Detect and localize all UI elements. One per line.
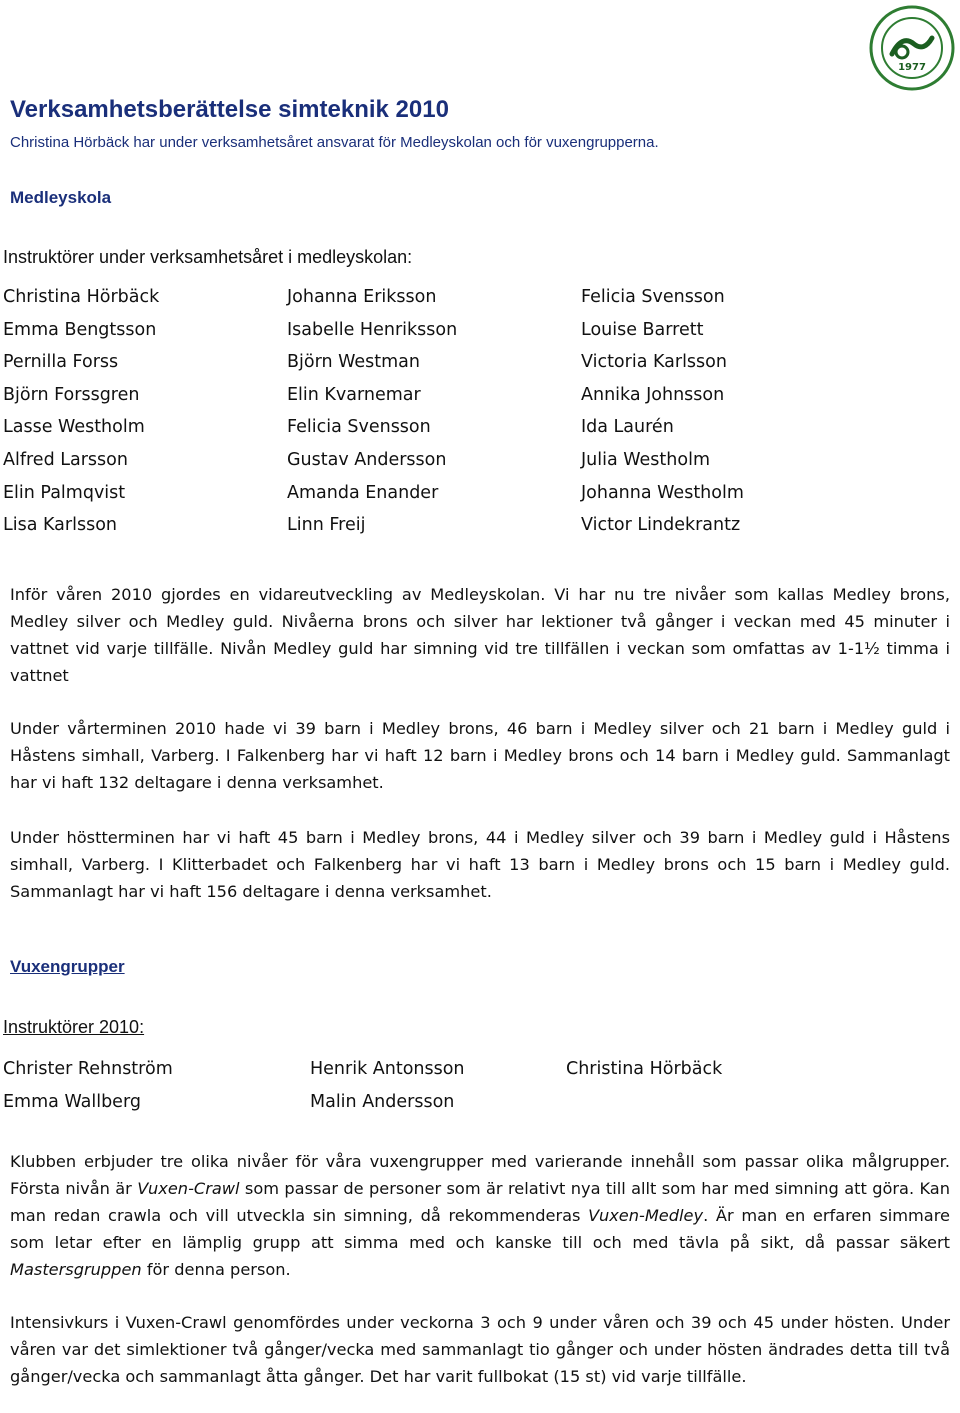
instructor-name: Lasse Westholm: [3, 417, 145, 438]
vuxen-p1-text: som passar de personer som är relativt nya till allt som har med simning att göra. Kan man redan crawla och vill utveckla sin simning, då rekommenderas: [10, 1179, 950, 1225]
vuxen-medley-term: Vuxen-Medley: [588, 1206, 704, 1225]
instructor-name: Pernilla Forss: [3, 352, 119, 373]
page-title: Verksamhetsberättelse simteknik 2010: [10, 96, 449, 123]
instructor-name: Elin Kvarnemar: [287, 384, 421, 405]
instructor-name: Johanna Eriksson: [287, 287, 437, 307]
instructor-name: Gustav Andersson: [287, 449, 447, 470]
instructor-name: Christer Rehnström: [3, 1059, 173, 1079]
logo-year: 1977: [898, 62, 926, 73]
instructor-name: Julia Westholm: [581, 449, 710, 470]
medley-instructors-heading: Instruktörer under verksamhetsåret i medleyskolan:: [3, 247, 413, 267]
instructor-name: Victoria Karlsson: [581, 352, 727, 373]
instructor-name: Annika Johnsson: [581, 384, 725, 405]
medley-col-1: [3, 281, 159, 542]
instructor-name: Emma Wallberg: [3, 1091, 141, 1112]
instructor-name: Emma Bengtsson: [3, 319, 157, 340]
vuxen-col-1: [3, 1053, 173, 1118]
instructor-name: Victor Lindekrantz: [581, 515, 741, 536]
instructor-name: Christina Hörbäck: [566, 1059, 723, 1079]
vuxen-col-2: [310, 1053, 465, 1118]
medley-heading: Medleyskola: [10, 188, 112, 207]
medley-col-2: [287, 281, 457, 542]
medley-paragraph-2: Under vårterminen 2010 hade vi 39 barn i Medley brons, 46 barn i Medley silver och 21 barn i Medley guld i Håstens simhall, Varberg. I Falkenberg har vi haft 12 barn i Medley brons och 14 barn i Medley guld. Sammanlagt har vi haft 132 deltagare i denna verksamhet.: [10, 719, 950, 792]
masters-group-term: Mastersgruppen: [10, 1260, 142, 1279]
instructor-name: Amanda Enander: [287, 482, 439, 503]
instructor-name: Lisa Karlsson: [3, 515, 117, 536]
club-logo: [868, 4, 956, 92]
medley-paragraph-3: Under höstterminen har vi haft 45 barn i Medley brons, 44 i Medley silver och 39 barn i Medley guld i Håstens simhall, Varberg. I Klitterbadet och Falkenberg har vi haft 13 barn i Medley brons och 15 barn i Medley guld. Sammanlagt har vi haft 156 deltagare i denna verksamhet.: [10, 828, 950, 901]
instructor-name: Isabelle Henriksson: [287, 319, 458, 340]
instructor-name: Malin Andersson: [310, 1091, 455, 1112]
instructor-name: Elin Palmqvist: [3, 482, 126, 503]
vuxen-paragraph-1: [10, 1148, 950, 1283]
instructor-name: Henrik Antonsson: [310, 1059, 465, 1079]
medley-paragraph-1: Inför våren 2010 gjordes en vidareutveckling av Medleyskolan. Vi har nu tre nivåer som kallas Medley brons, Medley silver och Medley guld. Nivåerna brons och silver har lektioner två gånger i veckan med 45 minuter i vattnet vid varje tillfälle. Nivån Medley guld har simning vid tre tillfällen i veckan som omfattas av 1-1½ timma i vattnet: [10, 585, 950, 685]
instructor-name: Ida Laurén: [581, 417, 674, 438]
instructor-name: Felicia Svensson: [287, 417, 431, 438]
vuxen-p1-text: . Är man en erfaren simmare som letar efter en lämplig grupp att simma med och kanske till och med tävla på sikt, då passar säkert: [10, 1206, 950, 1252]
vuxen-crawl-term: Vuxen-Crawl: [137, 1179, 240, 1198]
instructor-name: Linn Freij: [287, 515, 366, 536]
instructor-name: Felicia Svensson: [581, 287, 725, 307]
vuxen-p1-text: för denna person.: [141, 1260, 291, 1279]
vuxen-p1-text: Klubben erbjuder tre olika nivåer för våra vuxengrupper med varierande innehåll som passar olika målgrupper. Första nivån är: [10, 1152, 950, 1198]
page-subtitle: Christina Hörbäck har under verksamhetsåret ansvarat för Medleyskolan och för vuxengrupperna.: [10, 134, 659, 151]
instructor-name: Christina Hörbäck: [3, 287, 160, 307]
club-seal-icon: [868, 4, 956, 92]
vuxen-heading: Vuxengrupper: [10, 957, 125, 976]
medley-col-3: [581, 281, 744, 542]
instructor-name: Björn Forssgren: [3, 384, 140, 405]
instructor-name: Johanna Westholm: [581, 482, 744, 503]
vuxen-instructors-heading: Instruktörer 2010:: [3, 1017, 145, 1037]
vuxen-col-3: [566, 1053, 722, 1086]
vuxen-paragraph-2: Intensivkurs i Vuxen-Crawl genomfördes under veckorna 3 och 9 under våren och 39 och 45 under hösten. Under våren var det simlektioner två gånger/vecka med sammanlagt tio gånger och under hösten ändrades detta till två gånger/vecka och sammanlagt åtta gånger. Det har varit fullbokat (15 st) vid varje tillfälle.: [10, 1313, 950, 1386]
instructor-name: Alfred Larsson: [3, 449, 128, 470]
instructor-name: Louise Barrett: [581, 319, 704, 340]
instructor-name: Björn Westman: [287, 352, 421, 373]
